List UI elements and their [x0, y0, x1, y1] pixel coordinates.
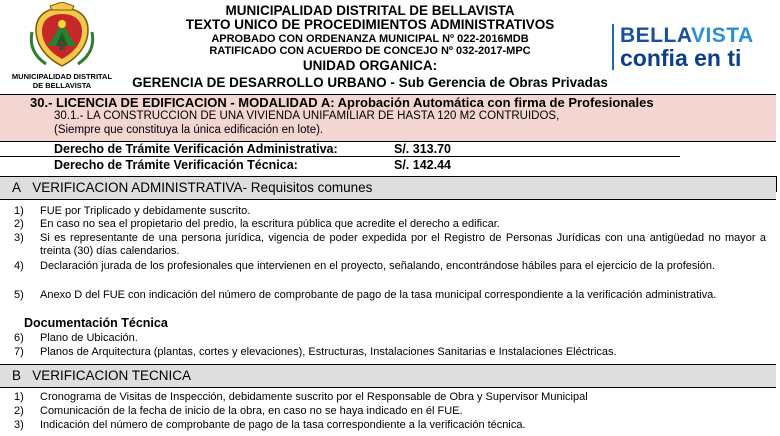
list-item: Si es representante de una persona jurídica, vigencia de poder expedida por el Registro de Personas Jurídicas con una antigüedad no mayor a treinta (30) días calendarios. [40, 232, 766, 257]
fee-divider [0, 156, 680, 157]
list-item-number: 7) [14, 346, 24, 358]
header-unit-label: UNIDAD ORGANICA: [302, 58, 438, 73]
section-b-title [12, 368, 191, 383]
list-item-number: 1) [14, 205, 24, 217]
section-a-title [12, 180, 372, 195]
license-title: 30.- LICENCIA DE EDIFICACION - MODALIDAD A: Aprobación Automática con firma de Profesionales [30, 95, 654, 110]
fee-tech-amount: S/. 142.44 [394, 158, 451, 172]
municipal-crest-logo [26, 2, 98, 72]
section-a-title-main: VERIFICACION ADMINISTRATIVA [32, 180, 243, 195]
section-a-title-rest: - Requisitos comunes [242, 180, 373, 195]
list-item: FUE por Triplicado y debidamente suscrito. [40, 205, 251, 217]
doc-tecnica-title: Documentación Técnica [24, 316, 168, 330]
brand-vista: VISTA [690, 24, 754, 47]
list-item: Anexo D del FUE con indicación del número de comprobante de pago de la tasa municipal correspondiente a la verificación administrativa. [40, 289, 717, 301]
bellavista-brand-logo [612, 24, 772, 72]
header-unit-name: GERENCIA DE DESARROLLO URBANO - Sub Gerencia de Obras Privadas [132, 75, 608, 90]
list-item-number: 1) [14, 391, 24, 403]
list-item-number: 2) [14, 218, 24, 230]
header-tupa-title: TEXTO UNICO DE PROCEDIMIENTOS ADMINISTRATIVOS [185, 17, 555, 32]
list-item: Comunicación de la fecha de inicio de la obra, en caso no se haya indicado en él FUE. [40, 405, 463, 417]
header-municipality: MUNICIPALIDAD DISTRITAL DE BELLAVISTA [225, 3, 515, 18]
brand-bella: BELLA [620, 24, 691, 47]
list-item: Indicación del número de comprobante de pago de la tasa correspondiente a la verificación técnica. [40, 419, 526, 431]
header-ordinance: APROBADO CON ORDENANZA MUNICIPAL Nº 022-2016MDB [211, 33, 529, 45]
list-item: En caso no sea el propietario del predio, la escritura pública que acredite el derecho a edificar. [40, 218, 500, 230]
list-item-number: 3) [14, 419, 24, 431]
license-note: (Siempre que constituya la única edificación en lote). [54, 124, 324, 136]
brand-tagline: confia en ti [620, 45, 742, 71]
logo-caption [0, 72, 124, 90]
header-ratification: RATIFICADO CON ACUERDO DE CONCEJO Nº 032-2017-MPC [209, 45, 531, 57]
list-item: Declaración jurada de los profesionales que intervienen en el proyecto, señalando, encontrándose hábiles para el ejercicio de la profesión. [40, 260, 716, 272]
list-item: Cronograma de Visitas de Inspección, debidamente suscrito por el Responsable de Obra y Supervisor Municipal [40, 391, 588, 403]
text-cursor [776, 176, 777, 192]
section-b-letter: B [12, 368, 22, 383]
list-item-number: 3) [14, 232, 24, 244]
license-subtitle: 30.1.- LA CONSTRUCCION DE UNA VIVIENDA UNIFAMILIAR DE HASTA 120 M2 CONTRUIDOS, [54, 110, 560, 122]
section-a-letter: A [12, 180, 22, 195]
brand-divider [612, 24, 614, 70]
list-item: Planos de Arquitectura (plantas, cortes y elevaciones), Estructuras, Instalaciones Sanitarias e Instalaciones Eléctricas. [40, 346, 617, 358]
fee-tech-label: Derecho de Trámite Verificación Técnica: [54, 158, 298, 172]
list-item-number: 6) [14, 332, 24, 344]
list-item: Plano de Ubicación. [40, 332, 138, 344]
fee-admin-label: Derecho de Trámite Verificación Administrativa: [54, 142, 338, 156]
list-item-number: 5) [14, 289, 24, 301]
list-item-number: 2) [14, 405, 24, 417]
logo-caption-line-1: MUNICIPALIDAD DISTRITAL [11, 72, 113, 81]
fee-admin-amount: S/. 313.70 [394, 142, 451, 156]
logo-caption-line-2: DE BELLAVISTA [32, 81, 92, 90]
list-item-number: 4) [14, 260, 24, 272]
section-b-title-text: VERIFICACION TECNICA [32, 368, 192, 383]
